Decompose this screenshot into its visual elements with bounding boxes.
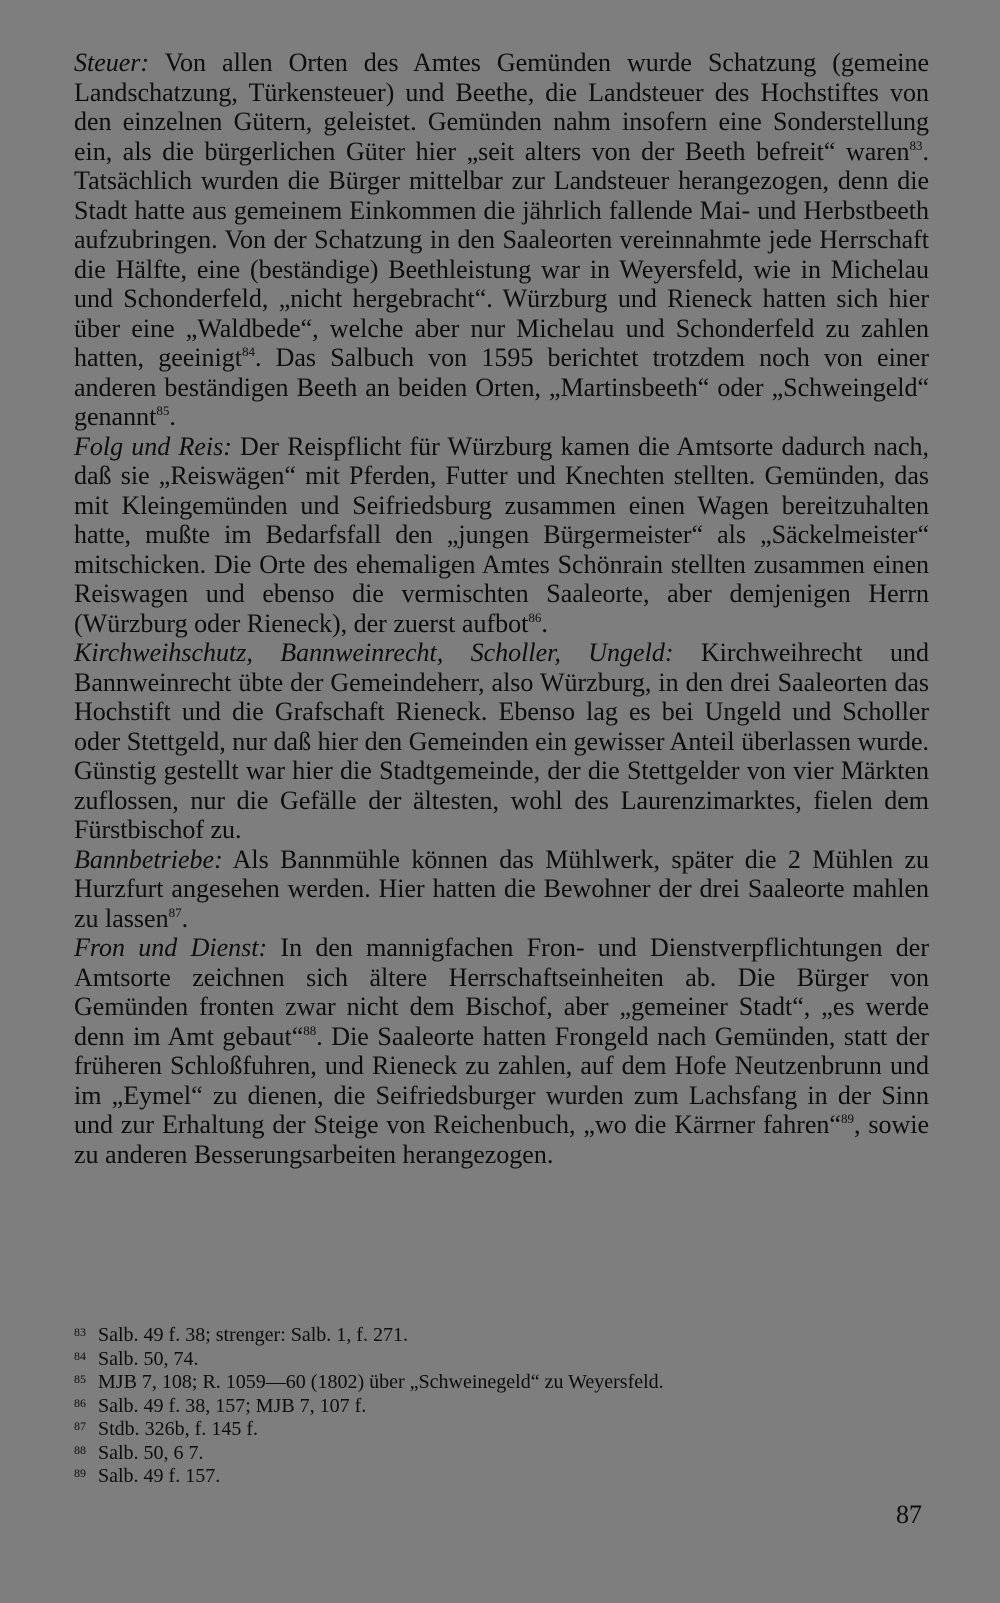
footnote-text: Stdb. 326b, f. 145 f.: [98, 1418, 258, 1440]
footnote-text: Salb. 50, 74.: [98, 1347, 199, 1370]
footnote-reference: 88: [303, 1022, 317, 1038]
footnote-text: Salb. 49 f. 157.: [98, 1465, 221, 1487]
paragraph-text: . Die Saaleorte hatten Frongeld nach Gemünden, statt der früheren Schloßfuhren, und Rieneck zu zahlen, auf dem Hofe Neutzenbrunn und im „Eymel“ zu dienen, die Seifriedsburger wurden zum Lachsfang in der Sinn und zur Erhaltung der Steige von Reichenbuch, „wo die Kärrner fahren“: [74, 1021, 929, 1139]
paragraph: [74, 933, 929, 1169]
paragraph-text: .: [169, 402, 176, 431]
footnote: [74, 1418, 929, 1442]
paragraph: [74, 845, 929, 934]
footnote-number: 83: [74, 1325, 86, 1339]
paragraph-text: Von allen Orten des Amtes Gemünden wurde Schatzung (gemeine Landschatzung, Türkensteuer) und Beethe, die Landsteuer des Hochstiftes von den einzelnen Gütern, geleistet. Gemünden nahm insofern eine Sonderstellung ein, als die bürgerlichen Güter hier „seit alters von der Beeth befreit“ waren: [74, 48, 929, 166]
footnote: [74, 1371, 929, 1395]
page-number: 87: [896, 1500, 922, 1529]
footnote: [74, 1348, 929, 1372]
footnote-text: MJB 7, 108; R. 1059—60 (1802) über „Schweinegeld“ zu Weyersfeld.: [98, 1371, 664, 1393]
footnote-reference: 89: [840, 1111, 854, 1126]
footnote-reference: 85: [156, 403, 170, 418]
paragraph-text: .: [541, 608, 548, 638]
section-heading: Fron und Dienst:: [74, 933, 268, 962]
footnote-reference: 83: [909, 137, 923, 153]
paragraph-text: Als Bannmühle können das Mühlwerk, später die 2 Mühlen zu Hurzfurt angesehen werden. Hier hatten die Bewohner der drei Saaleorte mahlen zu lassen: [74, 844, 929, 933]
section-heading: Kirchweihschutz, Bannweinrecht, Scholler, Ungeld:: [74, 638, 674, 667]
paragraph: [74, 638, 929, 845]
section-heading: Steuer:: [74, 48, 150, 77]
footnote: [74, 1465, 929, 1489]
footnote-number: 88: [74, 1442, 86, 1457]
footnote: [74, 1324, 929, 1348]
main-text: [74, 48, 929, 1169]
paragraph-text: Der Reispflicht für Würzburg kamen die Amtsorte dadurch nach, daß sie „Reiswägen“ mit Pferden, Futter und Knechten stellten. Gemünden, das mit Kleingemünden und Seifriedsburg zusammen einen Wagen bereitzuhalten hatte, mußte im Bedarfsfall den „jungen Bürgermeister“ als „Säckelmeister“ mitschicken. Die Orte des ehemaligen Amtes Schönrain stellten zusammen einen Reiswagen und ebenso die vermischten Saaleorte, aber demjenigen Herrn (Würzburg oder Rieneck), der zuerst aufbot: [74, 431, 929, 638]
footnote-number: 87: [74, 1419, 86, 1433]
paragraph-text: .: [181, 903, 189, 933]
footnote-reference: 86: [528, 609, 542, 625]
footnote-reference: 87: [168, 904, 182, 920]
paragraph-text: . Das Salbuch von 1595 berichtet trotzdem noch von einer anderen beständigen Beeth an beiden Orten, „Martinsbeeth“ oder „Schweingeld“ genannt: [74, 343, 930, 431]
section-heading: Bannbetriebe:: [74, 844, 223, 874]
footnote-number: 86: [74, 1395, 86, 1410]
footnote-number: 84: [74, 1348, 86, 1363]
paragraph: [74, 48, 929, 432]
footnote: [74, 1442, 929, 1466]
paragraph-text: , sowie zu anderen Besserungsarbeiten herangezogen.: [74, 1110, 929, 1169]
paragraph-text: In den mannigfachen Fron- und Dienstverpflichtungen der Amtsorte zeichnen sich ältere Herrschaftseinheiten ab. Die Bürger von Gemünden fronten zwar nicht dem Bischof, aber „gemeiner Stadt“, „es werde denn im Amt gebaut“: [74, 933, 930, 1051]
footnote-number: 85: [74, 1372, 86, 1386]
paragraph-text: Kirchweihrecht und Bannweinrecht übte der Gemeindeherr, also Würzburg, in den drei Saaleorten das Hochstift und die Grafschaft Rieneck. Ebenso lag es bei Ungeld und Scholler oder Stettgeld, nur daß hier den Gemeinden ein gewisser Anteil überlassen wurde. Günstig gestellt war hier die Stadtgemeinde, der die Stettgelder von vier Märkten zuflossen, nur die Gefälle der ältesten, wohl des Laurenzimarktes, fielen dem Fürstbischof zu.: [74, 638, 929, 844]
footnote: [74, 1395, 929, 1419]
footnotes: [74, 1324, 929, 1489]
footnote-number: 89: [74, 1466, 86, 1480]
footnote-reference: 84: [241, 344, 255, 359]
paragraph: [74, 432, 929, 639]
paragraph-text: . Tatsächlich wurden die Bürger mittelbar zur Landsteuer herangezogen, denn die Stadt hatte aus gemeinem Einkommen die jährlich fallende Mai- und Herbstbeeth aufzubringen. Von der Schatzung in den Saaleorten vereinnahmte jede Herrschaft die Hälfte, eine (beständige) Beethleistung war in Weyersfeld, wie in Michelau und Schonderfeld, „nicht hergebracht“. Würzburg und Rieneck hatten sich hier über eine „Waldbede“, welche aber nur Michelau und Schonderfeld zu zahlen hatten, geeinigt: [74, 136, 929, 372]
footnote-text: Salb. 49 f. 38; strenger: Salb. 1, f. 271.: [98, 1324, 408, 1346]
footnote-text: Salb. 49 f. 38, 157; MJB 7, 107 f.: [98, 1394, 367, 1417]
section-heading: Folg und Reis:: [74, 431, 232, 461]
footnote-text: Salb. 50, 6 7.: [98, 1441, 204, 1464]
